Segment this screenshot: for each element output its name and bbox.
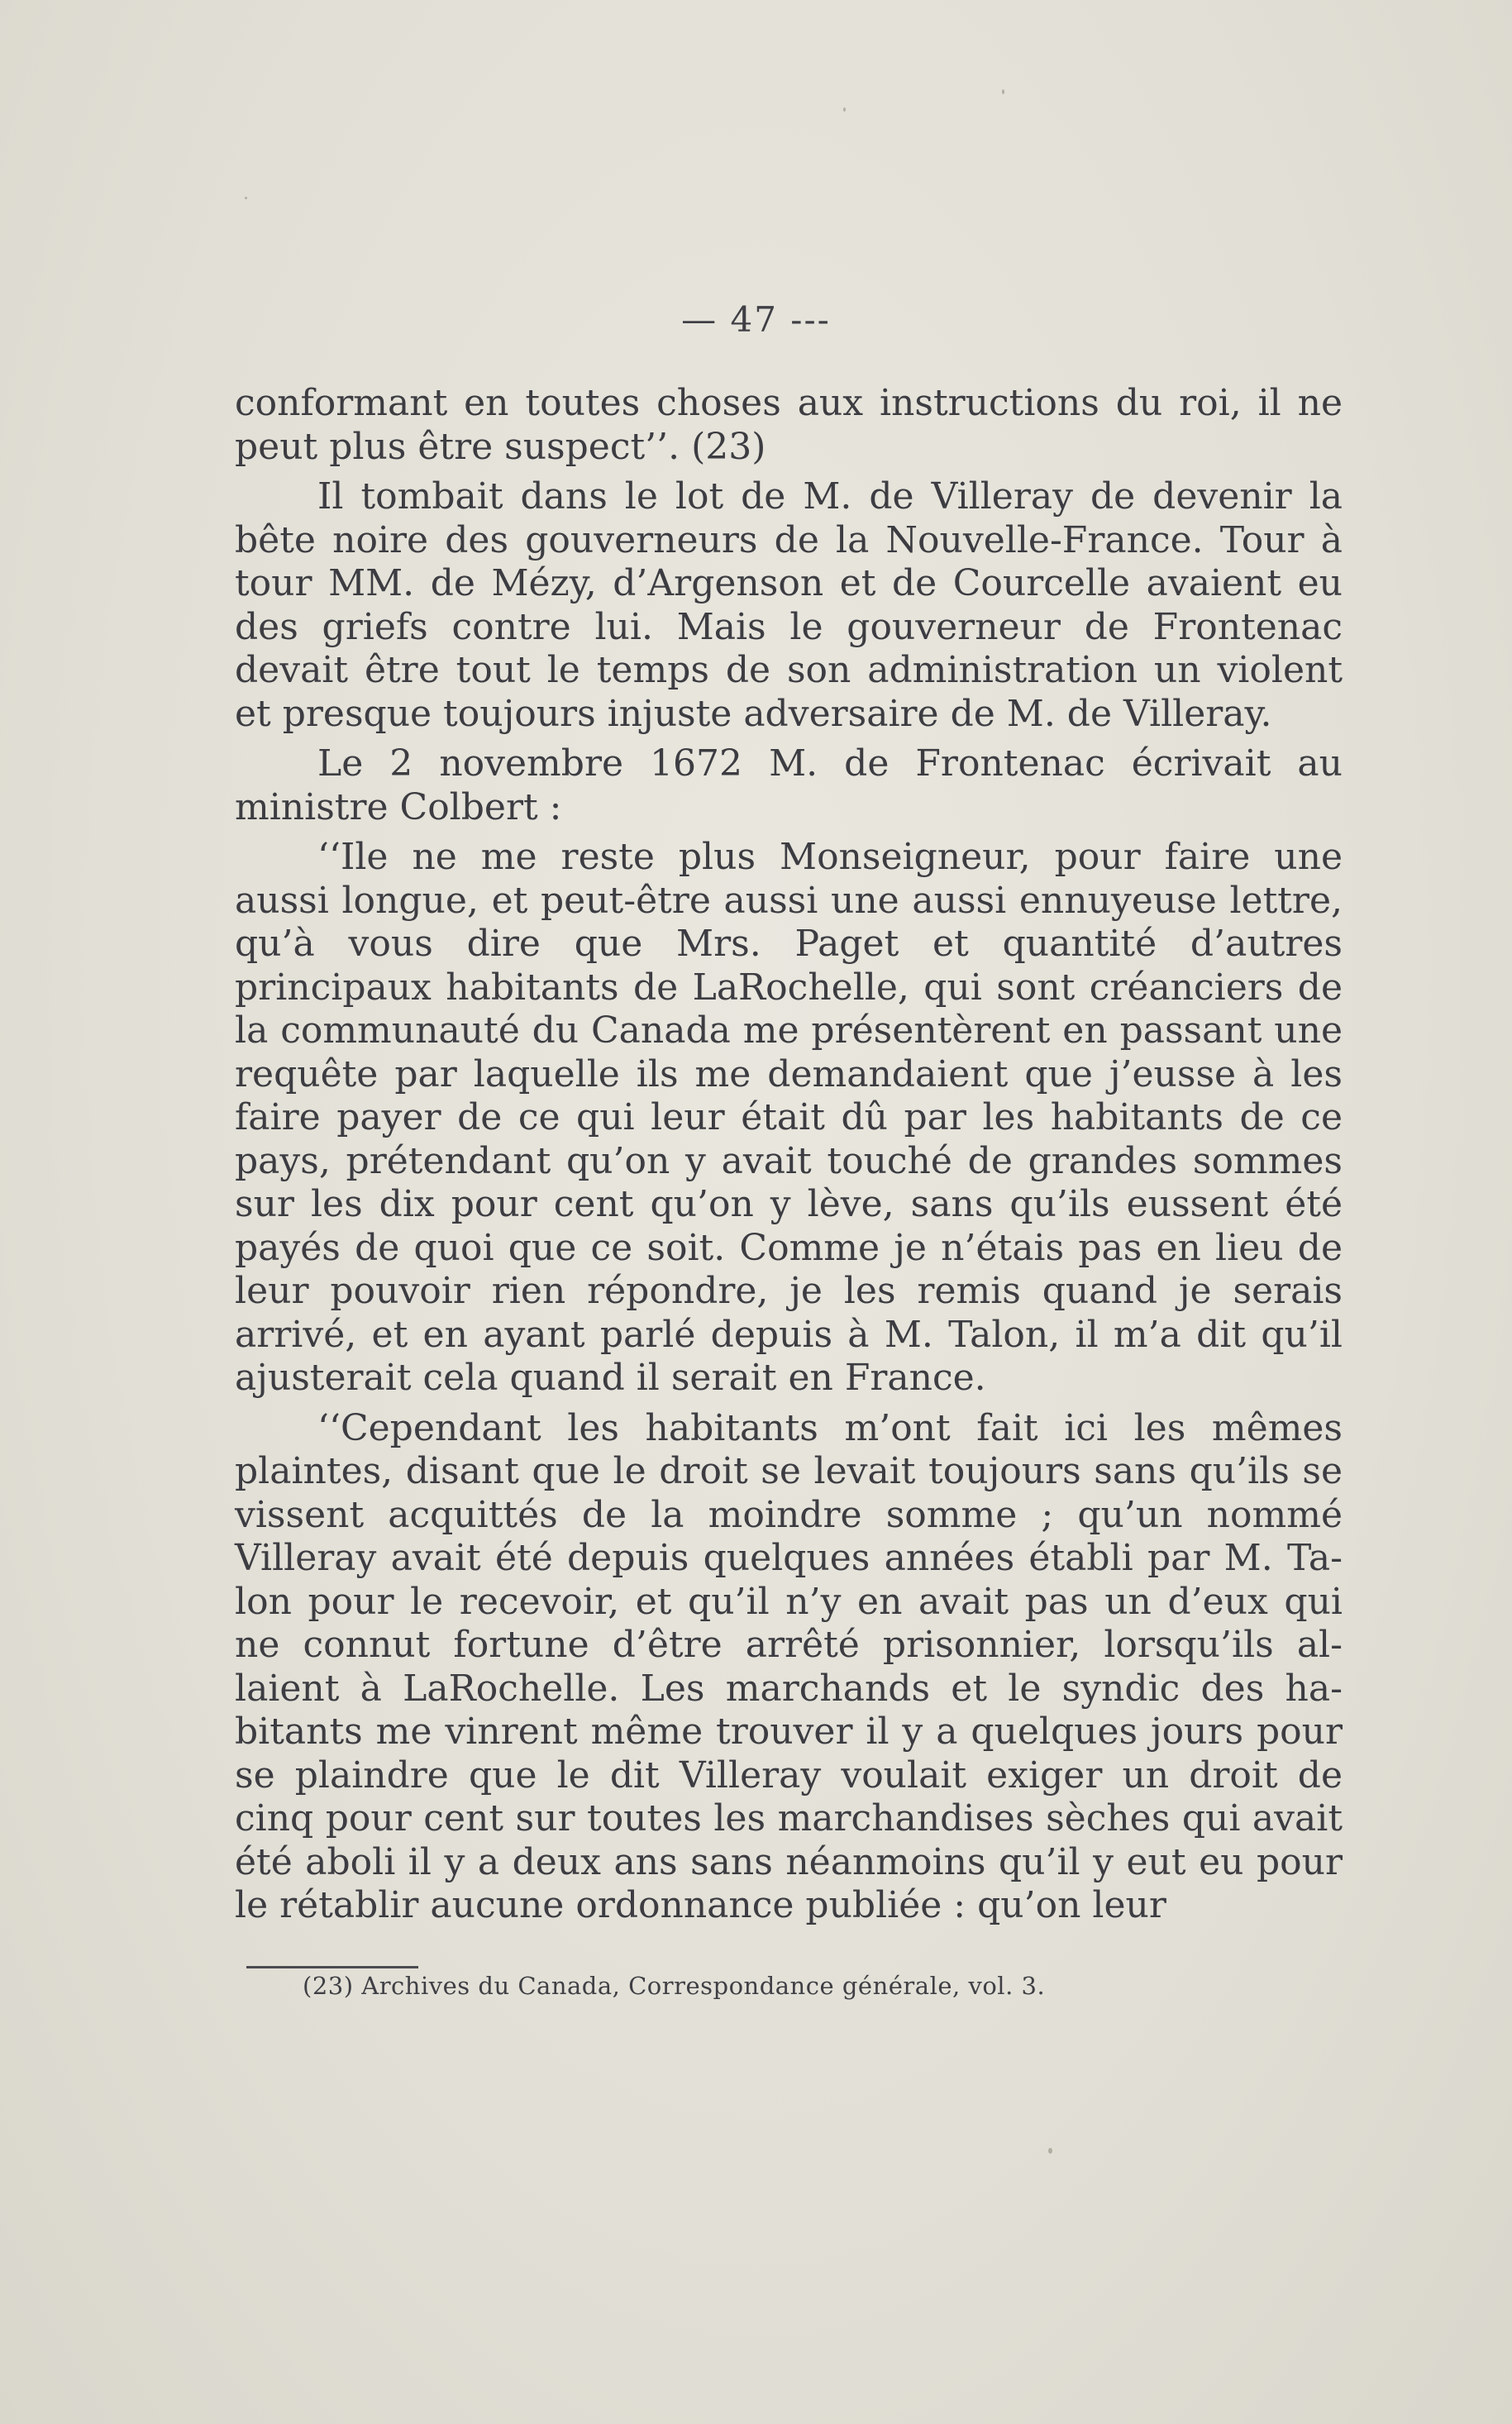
page-number: — 47 ---: [681, 299, 831, 340]
paper-speck: [1002, 89, 1004, 94]
paragraph: Il tombait dans le lot de M. de Villeray de devenir la bête noire des gouverneurs de la Nouvelle-France. Tour à tour MM. de Mézy, d’Argenson et de Courcelle avaient eu des griefs contre lui. Mais le gouverneur de Frontenac devait être tout le temps de son administration un violent et presque toujours injuste adversaire de M. de Villeray.: [235, 475, 1343, 735]
paper-speck: [245, 197, 247, 199]
footnote: (23) Archives du Canada, Correspondance générale, vol. 3.: [303, 1972, 1046, 2000]
paragraph: Le 2 novembre 1672 M. de Frontenac écrivait au ministre Colbert :: [235, 742, 1343, 828]
paragraph: ‘‘Ile ne me reste plus Monseigneur, pour faire une aussi longue, et peut-être aussi une aussi ennuyeuse lettre, qu’à vous dire que Mrs. Paget et quantité d’autres principaux habitants de LaRochelle, qui sont créanciers de la communauté du Canada me présentèrent en passant une requête par laquelle ils me demandaient que j’eusse à les faire payer de ce qui leur était dû par les habitants de ce pays, prétendant qu’on y avait touché de grandes sommes sur les dix pour cent qu’on y lève, sans qu’ils eussent été payés de quoi que ce soit. Comme je n’étais pas en lieu de leur pouvoir rien répondre, je les remis quand je serais arrivé, et en ayant parlé depuis à M. Talon, il m’a dit qu’il ajusterait cela quand il serait en France.: [235, 836, 1343, 1399]
paper-speck: [843, 107, 846, 112]
paper-speck: [1048, 2148, 1052, 2154]
paragraph: conformant en toutes choses aux instructions du roi, il ne peut plus être suspect’’. (23): [235, 382, 1343, 468]
paragraph: ‘‘Cependant les habitants m’ont fait ici les mêmes plaintes, disant que le droit se levait toujours sans qu’ils se vissent acquittés de la moindre somme ; qu’un nommé Villeray avait été depuis quelques années établi par M. Talon pour le recevoir, et qu’il n’y en avait pas un d’eux qui ne connut fortune d’être arrêté prisonnier, lorsqu’ils allaient à LaRochelle. Les marchands et le syndic des habitants me vinrent même trouver il y a quelques jours pour se plaindre que le dit Villeray voulait exiger un droit de cinq pour cent sur toutes les marchandises sèches qui avait été aboli il y a deux ans sans néanmoins qu’il y eut eu pour le rétablir aucune ordonnance publiée : qu’on leur: [235, 1406, 1343, 1926]
body-text: [235, 382, 1343, 1935]
footnote-divider: [246, 1966, 418, 1968]
